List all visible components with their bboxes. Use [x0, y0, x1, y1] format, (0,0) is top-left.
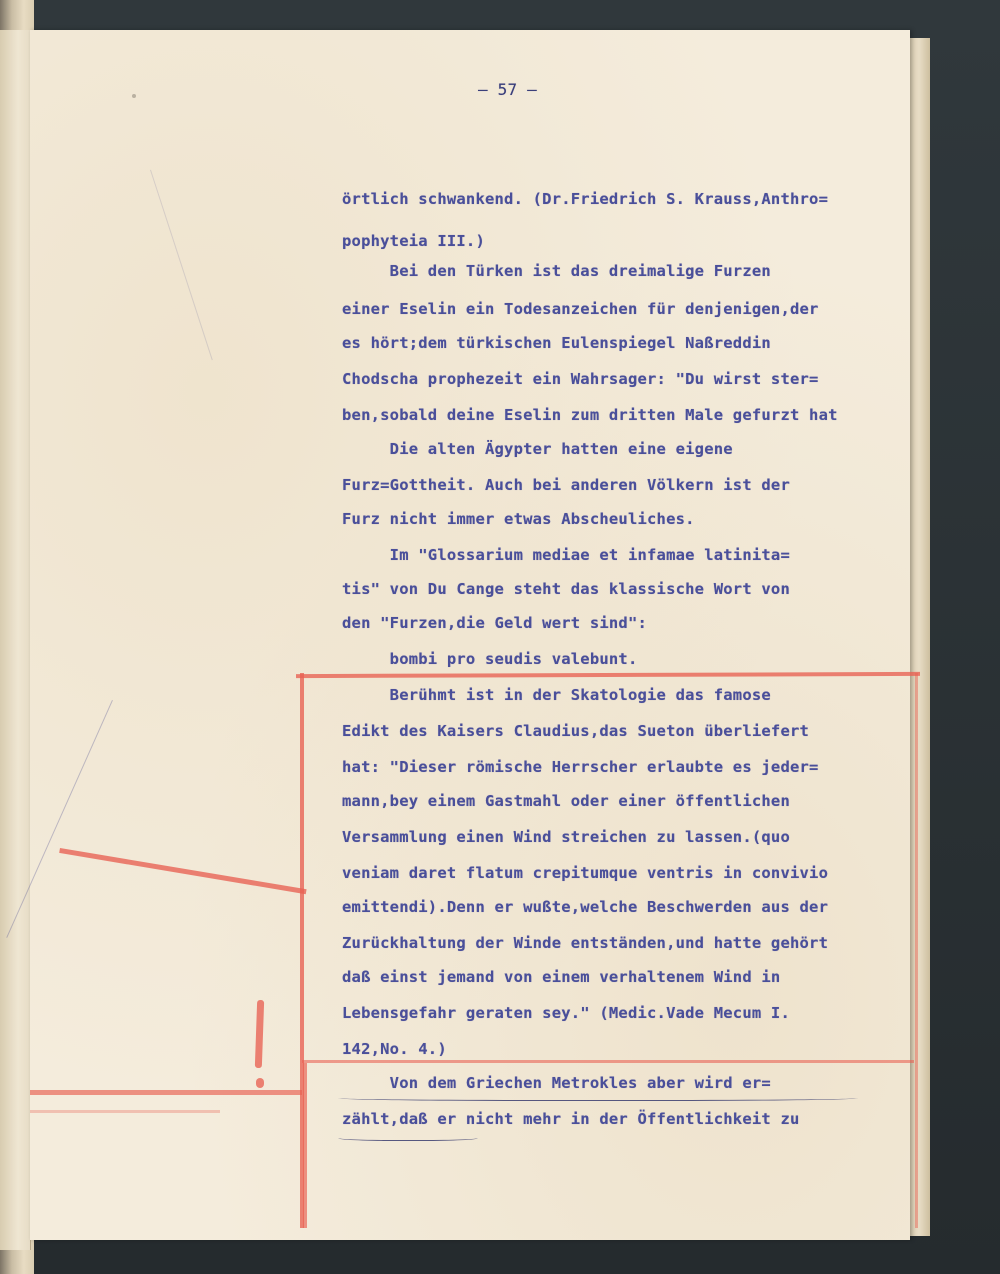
text-line: örtlich schwankend. (Dr.Friedrich S. Krauss,Anthro=: [342, 190, 829, 208]
red-crayon-margin-line: [30, 1090, 302, 1095]
ink-underline: [338, 1094, 858, 1101]
document-page: [30, 30, 910, 1240]
text-line: einer Eselin ein Todesanzeichen für denjenigen,der: [342, 300, 819, 318]
text-line: es hört;dem türkischen Eulenspiegel Naßreddin: [342, 334, 771, 352]
text-line: den "Furzen,die Geld wert sind":: [342, 614, 648, 632]
red-crayon-bottom-line: [302, 1060, 914, 1063]
page-number: – 57 –: [478, 80, 537, 99]
text-line: Zurückhaltung der Winde entständen,und hatte gehört: [342, 934, 829, 952]
text-line: veniam daret flatum crepitumque ventris in convivio: [342, 864, 829, 882]
red-crayon-margin-line: [30, 1110, 220, 1113]
text-line: hat: "Dieser römische Herrscher erlaubte es jeder=: [342, 758, 819, 776]
text-line: daß einst jemand von einem verhaltenem Wind in: [342, 968, 781, 986]
text-line: Lebensgefahr geraten sey." (Medic.Vade Mecum I.: [342, 1004, 790, 1022]
red-exclamation-dot: [256, 1078, 264, 1088]
red-crayon-right-line: [915, 673, 918, 1228]
paper-speck: [132, 94, 136, 98]
text-line: Edikt des Kaisers Claudius,das Sueton überliefert: [342, 722, 810, 740]
text-line: mann,bey einem Gastmahl oder einer öffentlichen: [342, 792, 790, 810]
page-stack-edge: [908, 38, 930, 1236]
text-line: emittendi).Denn er wußte,welche Beschwerden aus der: [342, 898, 829, 916]
text-line: bombi pro seudis valebunt.: [342, 650, 638, 668]
red-crayon-lower-left-line: [303, 1063, 307, 1228]
text-line: Von dem Griechen Metrokles aber wird er=: [342, 1074, 771, 1092]
text-line: 142,No. 4.): [342, 1040, 447, 1058]
text-line: Berühmt ist in der Skatologie das famose: [342, 686, 771, 704]
text-line: ben,sobald deine Eselin zum dritten Male gefurzt hat: [342, 406, 838, 424]
text-line: zählt,daß er nicht mehr in der Öffentlichkeit zu: [342, 1110, 800, 1128]
previous-page-edge: [0, 30, 31, 1250]
text-line: Chodscha prophezeit ein Wahrsager: "Du wirst ster=: [342, 370, 819, 388]
text-line: Die alten Ägypter hatten eine eigene: [342, 440, 733, 458]
text-line: Bei den Türken ist das dreimalige Furzen: [342, 262, 771, 280]
text-line: tis" von Du Cange steht das klassische Wort von: [342, 580, 790, 598]
text-line: Versammlung einen Wind streichen zu lassen.(quo: [342, 828, 790, 846]
text-line: pophyteia III.): [342, 232, 485, 250]
text-line: Im "Glossarium mediae et infamae latinita=: [342, 546, 790, 564]
text-line: Furz nicht immer etwas Abscheuliches.: [342, 510, 695, 528]
text-line: Furz=Gottheit. Auch bei anderen Völkern ist der: [342, 476, 790, 494]
ink-underline: [338, 1134, 478, 1141]
